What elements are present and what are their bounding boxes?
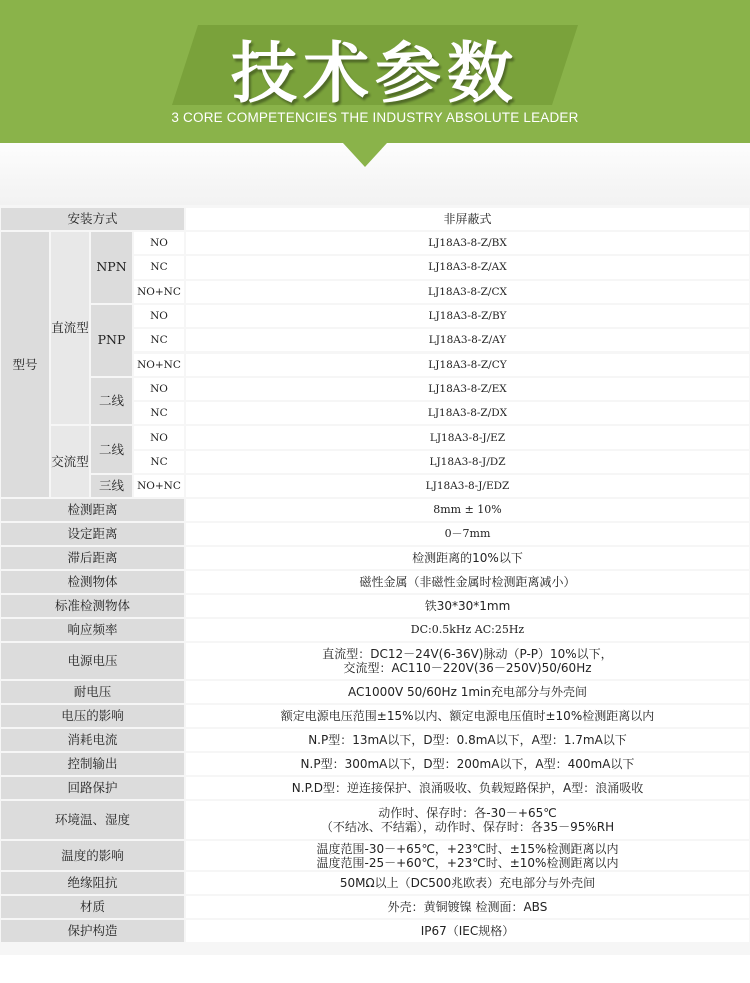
pnp-label: PNP [91,305,132,376]
spec-label: 绝缘阻抗 [1,872,184,894]
spec-label: 耐电压 [1,681,184,703]
spec-label: 控制输出 [1,753,184,775]
spec-value: DC:0.5kHz AC:25Hz [186,619,749,641]
spec-value: 0－7mm [186,523,749,545]
model-code-cell: LJ18A3-8-J/EZ [186,426,749,448]
spec-value: 外壳：黄铜镀镍 检测面：ABS [186,896,749,918]
output-type-cell: NO [134,232,184,254]
spec-table [0,205,750,955]
spec-value: AC1000V 50/60Hz 1min充电部分与外壳间 [186,681,749,703]
spec-label: 消耗电流 [1,729,184,751]
spec-label: 设定距离 [1,523,184,545]
model-code-cell: LJ18A3-8-J/EDZ [186,475,749,497]
output-type-cell: NO [134,426,184,448]
model-code-cell: LJ18A3-8-Z/BX [186,232,749,254]
spec-label: 回路保护 [1,777,184,799]
output-type-cell: NO+NC [134,354,184,376]
spec-value: 直流型：DC12－24V(6-36V)脉动（P-P）10%以下， 交流型：AC110－220V(36－250V)50/60Hz [186,643,749,679]
spec-label: 保护构造 [1,920,184,942]
spec-value: 8mm ± 10% [186,499,749,521]
spec-value: 温度范围-30－+65℃，+23℃时、±15%检测距离以内 温度范围-25－+60℃，+23℃时、±10%检测距离以内 [186,841,749,870]
spec-label: 环境温、湿度 [1,801,184,839]
output-type-cell: NC [134,402,184,424]
ac-type-label: 交流型 [51,426,89,497]
spec-value: N.P型：13mA以下，D型：0.8mA以下，A型：1.7mA以下 [186,729,749,751]
header-banner [0,0,750,143]
spec-value: 额定电源电压范围±15%以内、额定电源电压值时±10%检测距离以内 [186,705,749,727]
model-code-cell: LJ18A3-8-J/DZ [186,451,749,473]
page-subtitle: 3 CORE COMPETENCIES THE INDUSTRY ABSOLUTE LEADER [171,110,579,125]
three-wire-ac-label: 三线 [91,475,132,497]
spec-label: 温度的影响 [1,841,184,870]
spec-label: 检测距离 [1,499,184,521]
output-type-cell: NC [134,256,184,278]
output-type-cell: NO [134,305,184,327]
dc-type-label: 直流型 [51,232,89,424]
model-code-cell: LJ18A3-8-Z/AY [186,329,749,351]
model-code-cell: LJ18A3-8-Z/CX [186,281,749,303]
spec-label: 电源电压 [1,643,184,679]
output-type-cell: NO [134,378,184,400]
spec-value: 检测距离的10%以下 [186,547,749,569]
npn-label: NPN [91,232,132,303]
spec-value: 铁30*30*1mm [186,595,749,617]
model-label: 型号 [1,232,49,497]
output-type-cell: NC [134,451,184,473]
spec-value: 磁性金属（非磁性金属时检测距离减小） [186,571,749,593]
output-type-cell: NO+NC [134,475,184,497]
model-code-cell: LJ18A3-8-Z/CY [186,354,749,376]
two-wire-dc-label: 二线 [91,378,132,425]
spec-label: 检测物体 [1,571,184,593]
model-code-cell: LJ18A3-8-Z/EX [186,378,749,400]
spec-value: 动作时、保存时：各-30－+65℃ （不结冰、不结霜），动作时、保存时：各35－95%RH [186,801,749,839]
spec-label: 响应频率 [1,619,184,641]
install-value: 非屏蔽式 [186,208,749,230]
output-type-cell: NC [134,329,184,351]
two-wire-ac-label: 二线 [91,426,132,473]
footer-band [0,955,750,983]
page-title: 技术参数 [231,35,519,112]
spec-label: 标准检测物体 [1,595,184,617]
output-type-cell: NO+NC [134,281,184,303]
spec-label: 材质 [1,896,184,918]
model-code-cell: LJ18A3-8-Z/AX [186,256,749,278]
spec-value: N.P型：300mA以下，D型：200mA以下，A型：400mA以下 [186,753,749,775]
model-code-cell: LJ18A3-8-Z/DX [186,402,749,424]
spec-label: 滞后距离 [1,547,184,569]
model-code-cell: LJ18A3-8-Z/BY [186,305,749,327]
down-arrow-icon [343,143,387,167]
spec-label: 电压的影响 [1,705,184,727]
install-label: 安装方式 [1,208,184,230]
spec-value: 50MΩ以上（DC500兆欧表）充电部分与外壳间 [186,872,749,894]
spec-value: N.P.D型：逆连接保护、浪涌吸收、负载短路保护，A型：浪涌吸收 [186,777,749,799]
spec-value: IP67（IEC规格） [186,920,749,942]
